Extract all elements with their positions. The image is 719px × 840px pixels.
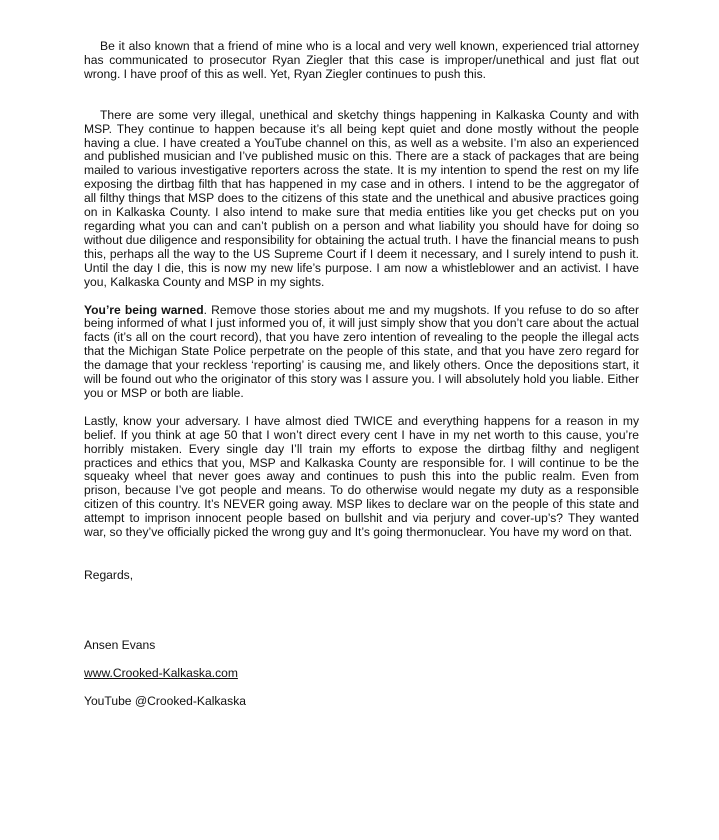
warning-heading: You’re being warned	[84, 302, 204, 317]
signature-name: Ansen Evans	[84, 638, 156, 652]
paragraph-adversary: Lastly, know your adversary. I have almost died TWICE and everything happens for a reason in my belief. If you think at age 50 that I won’t direct every cent I have in my net worth to this cause, you’re horribly mistaken. Every single day I’ll train my efforts to expose the dirtbag filthy and negligent practices and ethics that you, MSP and Kalkaska County are responsible for. I will continue to be the squeaky wheel that never goes away and continues to push this into the public realm. Even from prison, because I’ve got people and means. To do otherwise would negate my duty as a responsible citizen of this country. It’s NEVER going away. MSP likes to declare war on the people of this state and attempt to imprison innocent people based on bullshit and via perjury and cover-up’s? They wanted war, so they’ve officially picked the wrong guy and It’s going thermonuclear. You have my word on that.	[84, 413, 639, 540]
warning-body: . Remove those stories about me and my mugshots. If you refuse to do so after being informed of what I just informed you of, it will just simply show that you don’t care about the actual facts (it’s all on the court record), that you have zero intention of revealing to the people the illegal acts that the Michigan State Police perpetrate on the people of this state, and that you have zero regard for the damage that your reckless ‘reporting’ is causing me, and likely others. Once the depositions start, it will be found out who the originator of this story was I assure you. I will absolutely hold you liable. Either you or MSP or both are liable.	[84, 302, 640, 400]
youtube-handle: YouTube @Crooked-Kalkaska	[84, 694, 246, 708]
paragraph-attorney: Be it also known that a friend of mine who is a local and very well known, experienced trial attorney has communicated to prosecutor Ryan Ziegler that this case is improper/unethical and just flat out wrong. I have proof of this as well. Yet, Ryan Ziegler continues to push this.	[84, 39, 639, 81]
website-link[interactable]: www.Crooked-Kalkaska.com	[84, 666, 238, 680]
paragraph-warning	[84, 304, 639, 401]
closing-regards: Regards,	[84, 568, 134, 582]
paragraph-illegal-things: There are some very illegal, unethical and sketchy things happening in Kalkaska County and with MSP. They continue to happen because it’s all being kept quiet and done mostly without the people having a clue. I have created a YouTube channel on this, as well as a website. I’m also an experienced and published musician and I’ve published music on this. There are a stack of packages that are being mailed to various investigative reporters across the state. It is my intention to spend the rest on my life exposing the dirtbag filth that has happened in my case and in others. I intend to be the aggregator of all filthy things that MSP does to the citizens of this state and the unethical and abusive practices going on in Kalkaska County. I also intend to make sure that media entities like you get checks put on you regarding what you can and can’t publish on a person and what liability you should have for doing so without due diligence and responsibility for obtaining the actual truth. I have the financial means to push this, perhaps all the way to the US Supreme Court if I deem it necessary, and I surely intend to push it. Until the day I die, this is now my new life’s purpose. I am now a whistleblower and an activist. I have you, Kalkaska County and MSP in my sights.	[84, 107, 639, 289]
